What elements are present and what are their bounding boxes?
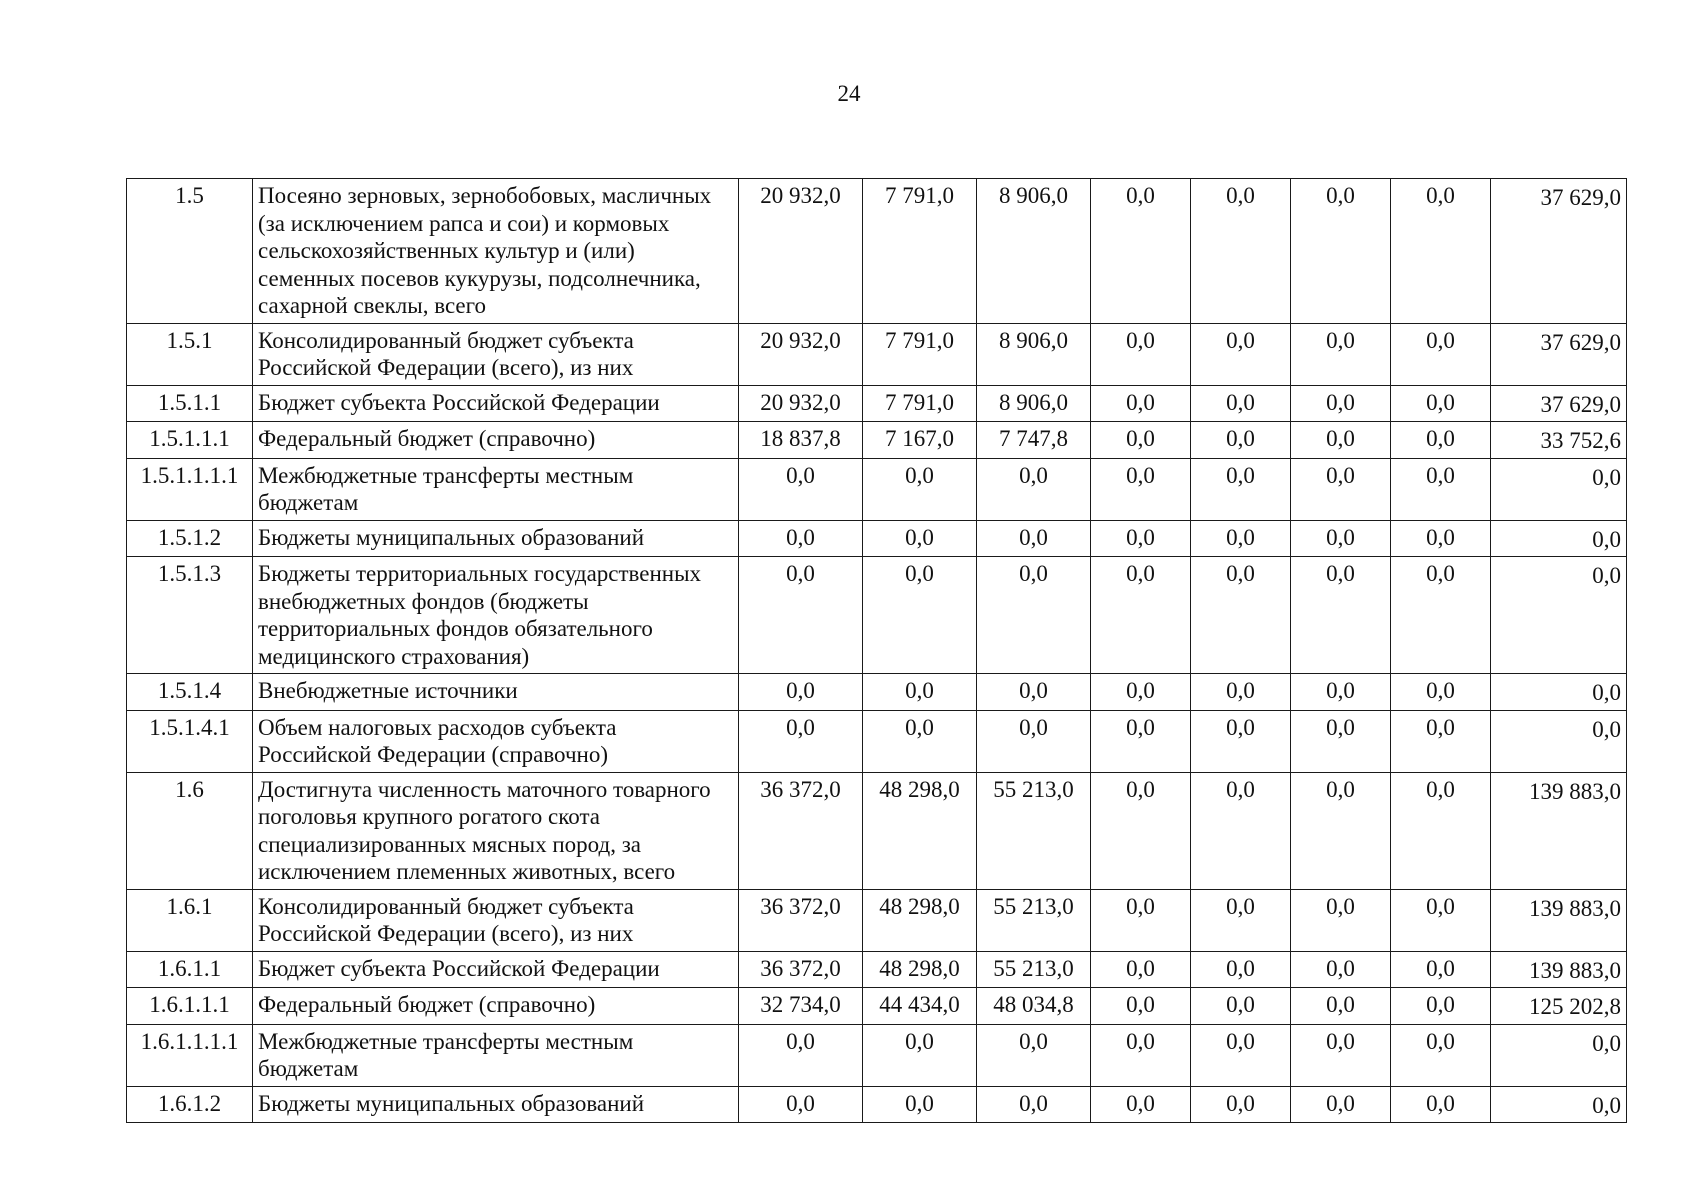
row-name-cell: Межбюджетные трансферты местным бюджетам bbox=[253, 1024, 739, 1086]
table-row bbox=[127, 951, 1627, 988]
total-value: 0,0 bbox=[1592, 1030, 1621, 1056]
value-cell: 0,0 bbox=[1191, 710, 1291, 772]
value-cell: 0,0 bbox=[1091, 422, 1191, 459]
row-code-cell: 1.5 bbox=[127, 179, 253, 324]
total-value: 139 883,0 bbox=[1529, 778, 1621, 804]
value-cell: 0,0 bbox=[1291, 520, 1391, 557]
value-cell: 0,0 bbox=[739, 1086, 863, 1123]
table-row bbox=[127, 1086, 1627, 1123]
value-cell: 0,0 bbox=[1091, 710, 1191, 772]
value-cell: 0,0 bbox=[1291, 179, 1391, 324]
table-row bbox=[127, 458, 1627, 520]
value-cell: 55 213,0 bbox=[977, 772, 1091, 889]
value-cell: 0,0 bbox=[1291, 988, 1391, 1025]
total-value: 139 883,0 bbox=[1529, 957, 1621, 983]
total-cell bbox=[1491, 1086, 1627, 1123]
total-value: 0,0 bbox=[1592, 1092, 1621, 1118]
row-code-cell: 1.6.1.2 bbox=[127, 1086, 253, 1123]
value-cell: 0,0 bbox=[863, 458, 977, 520]
value-cell: 0,0 bbox=[1391, 520, 1491, 557]
value-cell: 0,0 bbox=[1091, 1024, 1191, 1086]
total-cell bbox=[1491, 1024, 1627, 1086]
value-cell: 0,0 bbox=[1391, 951, 1491, 988]
value-cell: 0,0 bbox=[1191, 951, 1291, 988]
table-row bbox=[127, 889, 1627, 951]
value-cell: 0,0 bbox=[1291, 1086, 1391, 1123]
total-cell bbox=[1491, 179, 1627, 324]
table-row bbox=[127, 1024, 1627, 1086]
total-value: 33 752,6 bbox=[1540, 428, 1621, 453]
table-row bbox=[127, 674, 1627, 711]
table-row bbox=[127, 710, 1627, 772]
total-cell bbox=[1491, 458, 1627, 520]
total-value: 0,0 bbox=[1592, 680, 1621, 705]
row-code-cell: 1.5.1.4 bbox=[127, 674, 253, 711]
total-value: 37 629,0 bbox=[1540, 391, 1621, 417]
total-cell bbox=[1491, 988, 1627, 1025]
value-cell: 18 837,8 bbox=[739, 422, 863, 459]
budget-table bbox=[126, 178, 1627, 1123]
value-cell: 0,0 bbox=[1291, 422, 1391, 459]
row-name-cell: Бюджет субъекта Российской Федерации bbox=[253, 951, 739, 988]
value-cell: 0,0 bbox=[739, 557, 863, 674]
value-cell: 0,0 bbox=[1391, 674, 1491, 711]
value-cell: 0,0 bbox=[863, 520, 977, 557]
row-name-cell: Консолидированный бюджет субъекта Российской Федерации (всего), из них bbox=[253, 889, 739, 951]
value-cell: 0,0 bbox=[1091, 458, 1191, 520]
row-code-cell: 1.5.1.1 bbox=[127, 385, 253, 422]
total-value: 0,0 bbox=[1592, 464, 1621, 490]
value-cell: 0,0 bbox=[1391, 1024, 1491, 1086]
value-cell: 0,0 bbox=[1191, 179, 1291, 324]
value-cell: 0,0 bbox=[1091, 520, 1191, 557]
value-cell: 0,0 bbox=[1291, 674, 1391, 711]
row-code-cell: 1.5.1.1.1 bbox=[127, 422, 253, 459]
table-row bbox=[127, 557, 1627, 674]
value-cell: 55 213,0 bbox=[977, 951, 1091, 988]
value-cell: 0,0 bbox=[863, 1024, 977, 1086]
value-cell: 0,0 bbox=[1191, 1024, 1291, 1086]
value-cell: 0,0 bbox=[1091, 889, 1191, 951]
value-cell: 0,0 bbox=[1191, 1086, 1291, 1123]
row-name-cell: Бюджет субъекта Российской Федерации bbox=[253, 385, 739, 422]
total-value: 37 629,0 bbox=[1540, 329, 1621, 355]
total-value: 0,0 bbox=[1592, 563, 1621, 588]
value-cell: 0,0 bbox=[1091, 988, 1191, 1025]
value-cell: 0,0 bbox=[1191, 988, 1291, 1025]
total-value: 37 629,0 bbox=[1540, 185, 1621, 210]
row-code-cell: 1.5.1.4.1 bbox=[127, 710, 253, 772]
row-code-cell: 1.5.1.2 bbox=[127, 520, 253, 557]
value-cell: 0,0 bbox=[1191, 458, 1291, 520]
row-name-cell: Посеяно зерновых, зернобобовых, масличных (за исключением рапса и сои) и кормовых сельскохозяйственных культур и (или) семенных посевов кукурузы, подсолнечника, сахарной свеклы, всего bbox=[253, 179, 739, 324]
value-cell: 0,0 bbox=[1291, 323, 1391, 385]
value-cell: 0,0 bbox=[977, 520, 1091, 557]
row-name-cell: Бюджеты территориальных государственных внебюджетных фондов (бюджеты территориальных фондов обязательного медицинского страхования) bbox=[253, 557, 739, 674]
value-cell: 0,0 bbox=[1291, 458, 1391, 520]
value-cell: 48 034,8 bbox=[977, 988, 1091, 1025]
value-cell: 0,0 bbox=[1291, 557, 1391, 674]
row-code-cell: 1.6.1 bbox=[127, 889, 253, 951]
row-code-cell: 1.5.1.1.1.1 bbox=[127, 458, 253, 520]
total-cell bbox=[1491, 557, 1627, 674]
value-cell: 0,0 bbox=[1291, 951, 1391, 988]
value-cell: 0,0 bbox=[977, 557, 1091, 674]
table-row bbox=[127, 385, 1627, 422]
row-code-cell: 1.6 bbox=[127, 772, 253, 889]
value-cell: 0,0 bbox=[1391, 710, 1491, 772]
value-cell: 0,0 bbox=[1191, 520, 1291, 557]
value-cell: 0,0 bbox=[1091, 323, 1191, 385]
value-cell: 0,0 bbox=[1191, 385, 1291, 422]
table-row bbox=[127, 520, 1627, 557]
value-cell: 7 791,0 bbox=[863, 179, 977, 324]
value-cell: 0,0 bbox=[977, 1086, 1091, 1123]
table-row bbox=[127, 988, 1627, 1025]
row-code-cell: 1.6.1.1.1 bbox=[127, 988, 253, 1025]
value-cell: 0,0 bbox=[1291, 385, 1391, 422]
value-cell: 7 747,8 bbox=[977, 422, 1091, 459]
total-cell bbox=[1491, 323, 1627, 385]
value-cell: 0,0 bbox=[1291, 710, 1391, 772]
row-code-cell: 1.5.1 bbox=[127, 323, 253, 385]
value-cell: 0,0 bbox=[1391, 1086, 1491, 1123]
value-cell: 36 372,0 bbox=[739, 772, 863, 889]
row-code-cell: 1.6.1.1 bbox=[127, 951, 253, 988]
value-cell: 55 213,0 bbox=[977, 889, 1091, 951]
value-cell: 0,0 bbox=[739, 674, 863, 711]
total-value: 139 883,0 bbox=[1529, 895, 1621, 921]
row-name-cell: Межбюджетные трансферты местным бюджетам bbox=[253, 458, 739, 520]
row-name-cell: Консолидированный бюджет субъекта Российской Федерации (всего), из них bbox=[253, 323, 739, 385]
value-cell: 7 791,0 bbox=[863, 323, 977, 385]
total-cell bbox=[1491, 520, 1627, 557]
value-cell: 0,0 bbox=[1191, 557, 1291, 674]
value-cell: 20 932,0 bbox=[739, 179, 863, 324]
row-name-cell: Федеральный бюджет (справочно) bbox=[253, 422, 739, 459]
value-cell: 0,0 bbox=[1391, 889, 1491, 951]
value-cell: 0,0 bbox=[977, 710, 1091, 772]
value-cell: 48 298,0 bbox=[863, 889, 977, 951]
value-cell: 0,0 bbox=[1191, 323, 1291, 385]
table-row bbox=[127, 422, 1627, 459]
value-cell: 0,0 bbox=[1091, 557, 1191, 674]
value-cell: 0,0 bbox=[1391, 179, 1491, 324]
page-number: 24 bbox=[837, 81, 861, 106]
value-cell: 32 734,0 bbox=[739, 988, 863, 1025]
value-cell: 0,0 bbox=[863, 1086, 977, 1123]
row-name-cell: Федеральный бюджет (справочно) bbox=[253, 988, 739, 1025]
value-cell: 36 372,0 bbox=[739, 951, 863, 988]
total-value: 0,0 bbox=[1592, 716, 1621, 742]
row-code-cell: 1.5.1.3 bbox=[127, 557, 253, 674]
value-cell: 0,0 bbox=[1391, 385, 1491, 422]
value-cell: 0,0 bbox=[1391, 458, 1491, 520]
total-cell bbox=[1491, 385, 1627, 422]
value-cell: 0,0 bbox=[1091, 385, 1191, 422]
value-cell: 0,0 bbox=[739, 1024, 863, 1086]
value-cell: 0,0 bbox=[739, 520, 863, 557]
value-cell: 0,0 bbox=[1191, 772, 1291, 889]
total-cell bbox=[1491, 889, 1627, 951]
value-cell: 36 372,0 bbox=[739, 889, 863, 951]
value-cell: 20 932,0 bbox=[739, 385, 863, 422]
value-cell: 0,0 bbox=[1191, 889, 1291, 951]
total-value: 125 202,8 bbox=[1529, 994, 1621, 1019]
value-cell: 0,0 bbox=[739, 710, 863, 772]
value-cell: 0,0 bbox=[1391, 557, 1491, 674]
row-name-cell: Внебюджетные источники bbox=[253, 674, 739, 711]
value-cell: 0,0 bbox=[1391, 422, 1491, 459]
total-value: 0,0 bbox=[1592, 526, 1621, 552]
value-cell: 0,0 bbox=[1091, 772, 1191, 889]
value-cell: 0,0 bbox=[1091, 1086, 1191, 1123]
value-cell: 0,0 bbox=[1391, 772, 1491, 889]
value-cell: 7 791,0 bbox=[863, 385, 977, 422]
row-code-cell: 1.6.1.1.1.1 bbox=[127, 1024, 253, 1086]
value-cell: 0,0 bbox=[977, 458, 1091, 520]
total-cell bbox=[1491, 710, 1627, 772]
value-cell: 0,0 bbox=[977, 1024, 1091, 1086]
value-cell: 48 298,0 bbox=[863, 951, 977, 988]
value-cell: 0,0 bbox=[863, 557, 977, 674]
total-cell bbox=[1491, 951, 1627, 988]
value-cell: 0,0 bbox=[1291, 1024, 1391, 1086]
value-cell: 44 434,0 bbox=[863, 988, 977, 1025]
value-cell: 0,0 bbox=[1391, 988, 1491, 1025]
value-cell: 0,0 bbox=[1291, 889, 1391, 951]
value-cell: 0,0 bbox=[977, 674, 1091, 711]
value-cell: 20 932,0 bbox=[739, 323, 863, 385]
row-name-cell: Объем налоговых расходов субъекта Российской Федерации (справочно) bbox=[253, 710, 739, 772]
table-row bbox=[127, 179, 1627, 324]
value-cell: 8 906,0 bbox=[977, 179, 1091, 324]
value-cell: 0,0 bbox=[863, 710, 977, 772]
row-name-cell: Бюджеты муниципальных образований bbox=[253, 520, 739, 557]
value-cell: 0,0 bbox=[1091, 179, 1191, 324]
value-cell: 8 906,0 bbox=[977, 385, 1091, 422]
value-cell: 0,0 bbox=[1191, 422, 1291, 459]
value-cell: 0,0 bbox=[1091, 951, 1191, 988]
value-cell: 0,0 bbox=[739, 458, 863, 520]
total-cell bbox=[1491, 422, 1627, 459]
value-cell: 0,0 bbox=[1191, 674, 1291, 711]
value-cell: 7 167,0 bbox=[863, 422, 977, 459]
value-cell: 0,0 bbox=[1091, 674, 1191, 711]
value-cell: 48 298,0 bbox=[863, 772, 977, 889]
value-cell: 0,0 bbox=[1391, 323, 1491, 385]
total-cell bbox=[1491, 674, 1627, 711]
row-name-cell: Достигнута численность маточного товарного поголовья крупного рогатого скота специализированных мясных пород, за исключением племенных животных, всего bbox=[253, 772, 739, 889]
table-row bbox=[127, 772, 1627, 889]
table-body bbox=[127, 179, 1627, 1123]
value-cell: 0,0 bbox=[1291, 772, 1391, 889]
total-cell bbox=[1491, 772, 1627, 889]
value-cell: 8 906,0 bbox=[977, 323, 1091, 385]
table-row bbox=[127, 323, 1627, 385]
row-name-cell: Бюджеты муниципальных образований bbox=[253, 1086, 739, 1123]
value-cell: 0,0 bbox=[863, 674, 977, 711]
